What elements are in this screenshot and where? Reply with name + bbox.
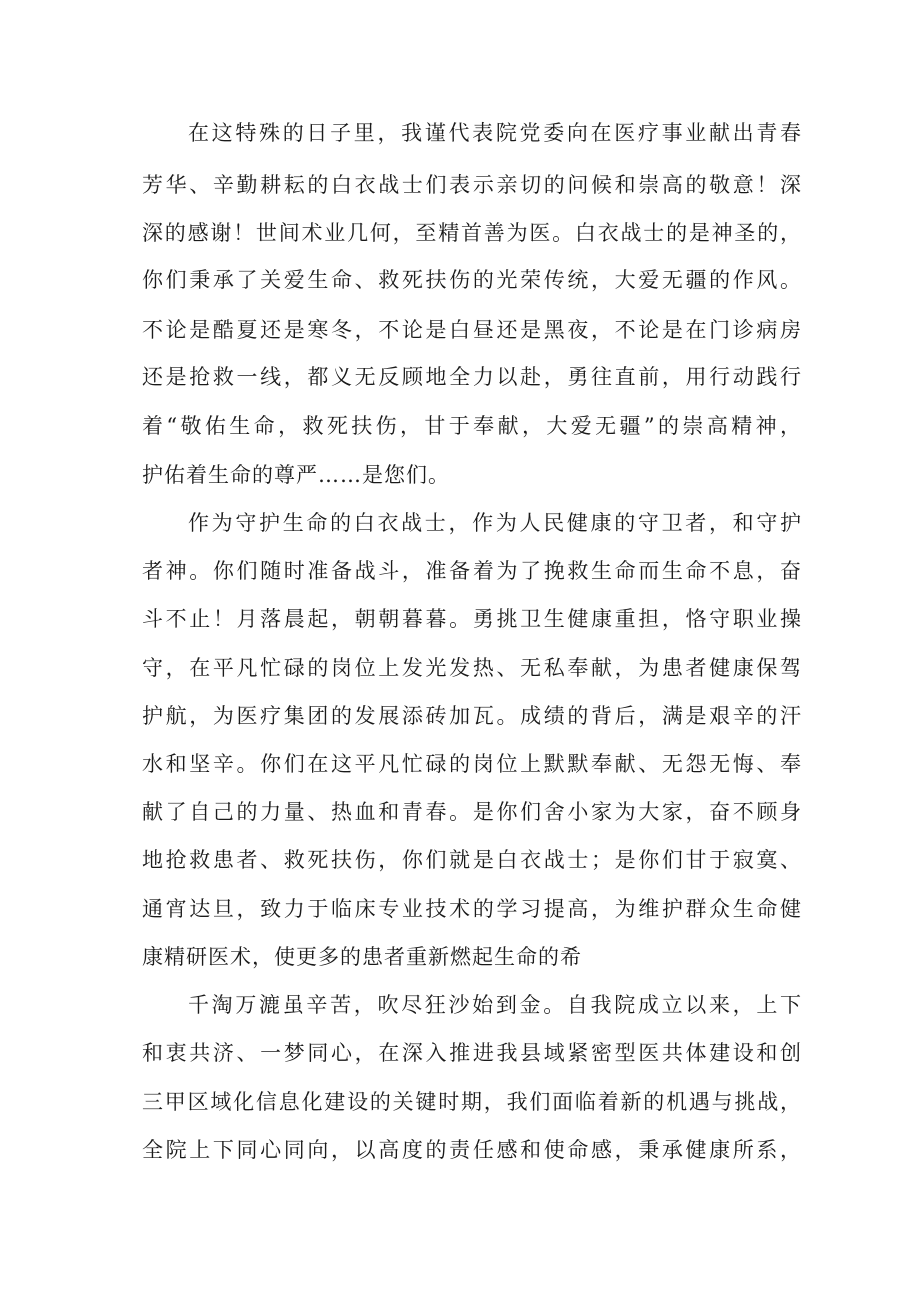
paragraph-2-line-4: 守，在平凡忙碌的岗位上发光发热、无私奉献，为患者健康保驾: [142, 656, 802, 680]
paragraph-1-line-7: 着“敬佑生命，救死扶伤，甘于奉献，大爱无疆”的崇高精神，: [142, 414, 802, 438]
paragraph-2-line-2: 者神。你们随时准备战斗，准备着为了挽救生命而生命不息，奋: [142, 559, 802, 583]
paragraph-2-line-1: 作为守护生命的白衣战士，作为人民健康的守卫者，和守护: [188, 511, 802, 535]
paragraph-3-line-2: 和衷共济、一梦同心，在深入推进我县域紧密型医共体建设和创: [142, 1041, 802, 1065]
paragraph-2-line-9: 通宵达旦，致力于临床专业技术的学习提高，为维护群众生命健: [142, 897, 802, 921]
paragraph-1-line-6: 还是抢救一线，都义无反顾地全力以赴，勇往直前，用行动践行: [142, 365, 802, 389]
paragraph-1-line-2: 芳华、辛勤耕耘的白衣战士们表示亲切的问候和崇高的敬意！深: [142, 173, 802, 197]
paragraph-2-line-7: 献了自己的力量、热血和青春。是你们舍小家为大家，奋不顾身: [142, 800, 802, 824]
paragraph-1-line-8: 护佑着生命的尊严……是您们。: [142, 463, 450, 487]
paragraph-3-line-3: 三甲区域化信息化建设的关键时期，我们面临着新的机遇与挑战，: [142, 1090, 802, 1114]
paragraph-3-line-1: 千淘万漉虽辛苦，吹尽狂沙始到金。自我院成立以来，上下: [188, 993, 802, 1017]
paragraph-2-line-6: 水和坚辛。你们在这平凡忙碌的岗位上默默奉献、无怨无悔、奉: [142, 752, 802, 776]
paragraph-1-line-1: 在这特殊的日子里，我谨代表院党委向在医疗事业献出青春: [188, 121, 802, 145]
paragraph-3-line-4: 全院上下同心同向，以高度的责任感和使命感，秉承健康所系，: [142, 1138, 802, 1162]
paragraph-1-line-3: 深的感谢！世间术业几何，至精首善为医。白衣战士的是神圣的，: [142, 221, 802, 245]
paragraph-2-line-8: 地抢救患者、救死扶伤，你们就是白衣战士；是你们甘于寂寞、: [142, 848, 802, 872]
paragraph-1-line-4: 你们秉承了关爱生命、救死扶伤的光荣传统，大爱无疆的作风。: [142, 268, 802, 292]
paragraph-2-line-3: 斗不止！月落晨起，朝朝暮暮。勇挑卫生健康重担，恪守职业操: [142, 607, 802, 631]
paragraph-1-line-5: 不论是酷夏还是寒冬，不论是白昼还是黑夜，不论是在门诊病房: [142, 318, 802, 342]
paragraph-2-line-10: 康精研医术，使更多的患者重新燃起生命的希: [142, 945, 582, 969]
paragraph-2-line-5: 护航，为医疗集团的发展添砖加瓦。成绩的背后，满是艰辛的汗: [142, 704, 802, 728]
